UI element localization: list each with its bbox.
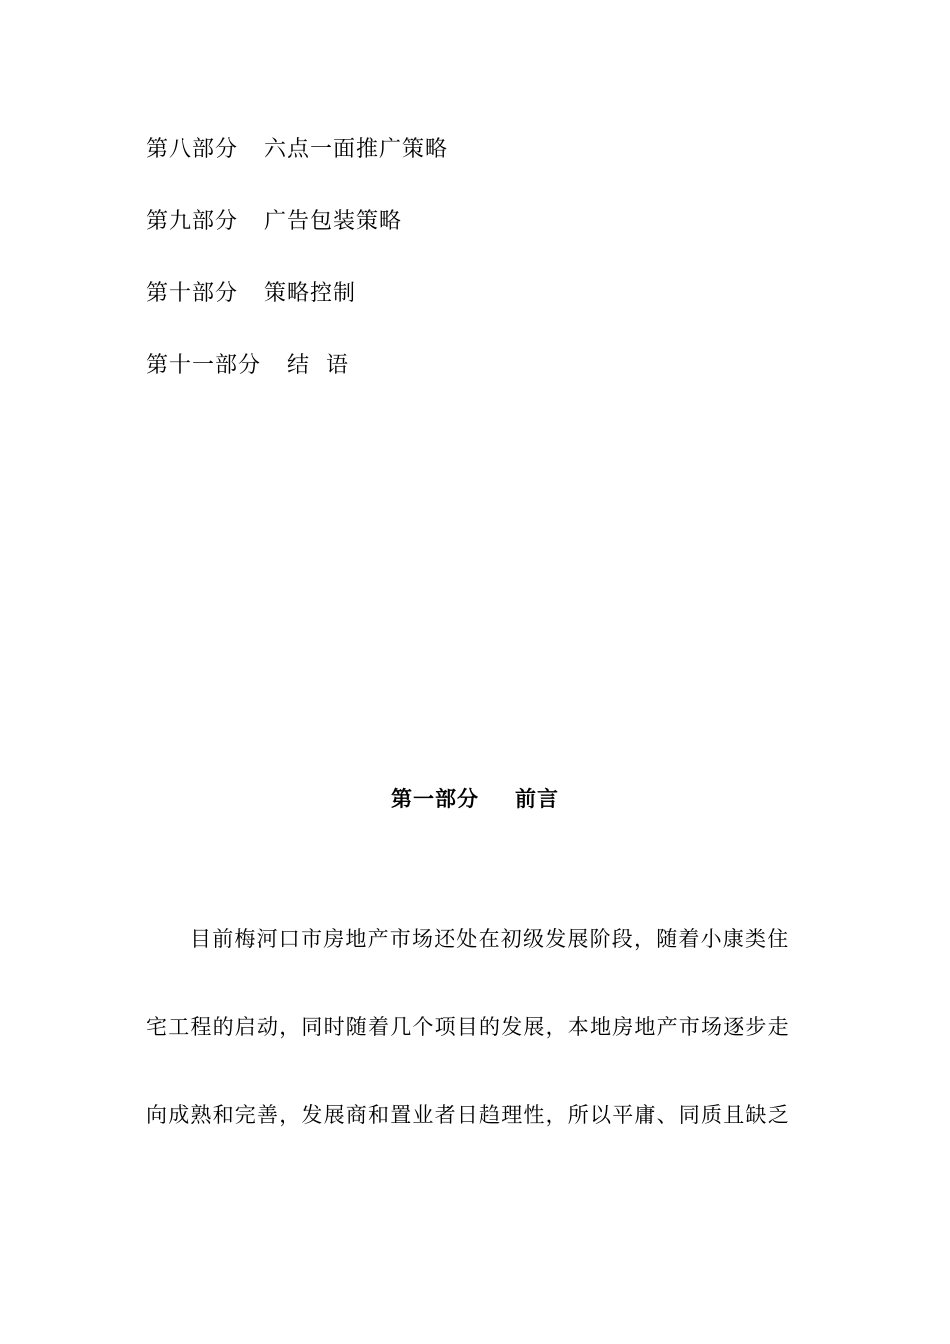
paragraph-line: 向成熟和完善，发展商和置业者日趋理性，所以平庸、同质且缺乏	[146, 1103, 790, 1127]
section-number: 第一部分	[391, 786, 479, 811]
body-paragraph	[146, 922, 796, 1186]
paragraph-line: 宅工程的启动，同时随着几个项目的发展，本地房地产市场逐步走	[146, 1015, 790, 1039]
toc-item	[146, 278, 796, 350]
toc-item	[146, 350, 796, 422]
section-heading	[0, 783, 950, 815]
toc-item	[146, 206, 796, 278]
table-of-contents	[146, 134, 796, 422]
toc-item-title: 广告包装策略	[264, 209, 403, 234]
toc-item	[146, 134, 796, 206]
toc-item-number: 第九部分	[146, 209, 239, 234]
toc-item-title: 策略控制	[264, 281, 357, 306]
section-title: 前言	[515, 786, 559, 811]
toc-item-title: 结 语	[287, 353, 350, 378]
toc-item-number: 第八部分	[146, 137, 239, 162]
toc-item-title: 六点一面推广策略	[264, 137, 449, 162]
paragraph-line: 目前梅河口市房地产市场还处在初级发展阶段，随着小康类住	[190, 927, 790, 951]
toc-item-number: 第十部分	[146, 281, 239, 306]
toc-item-number: 第十一部分	[146, 353, 262, 378]
